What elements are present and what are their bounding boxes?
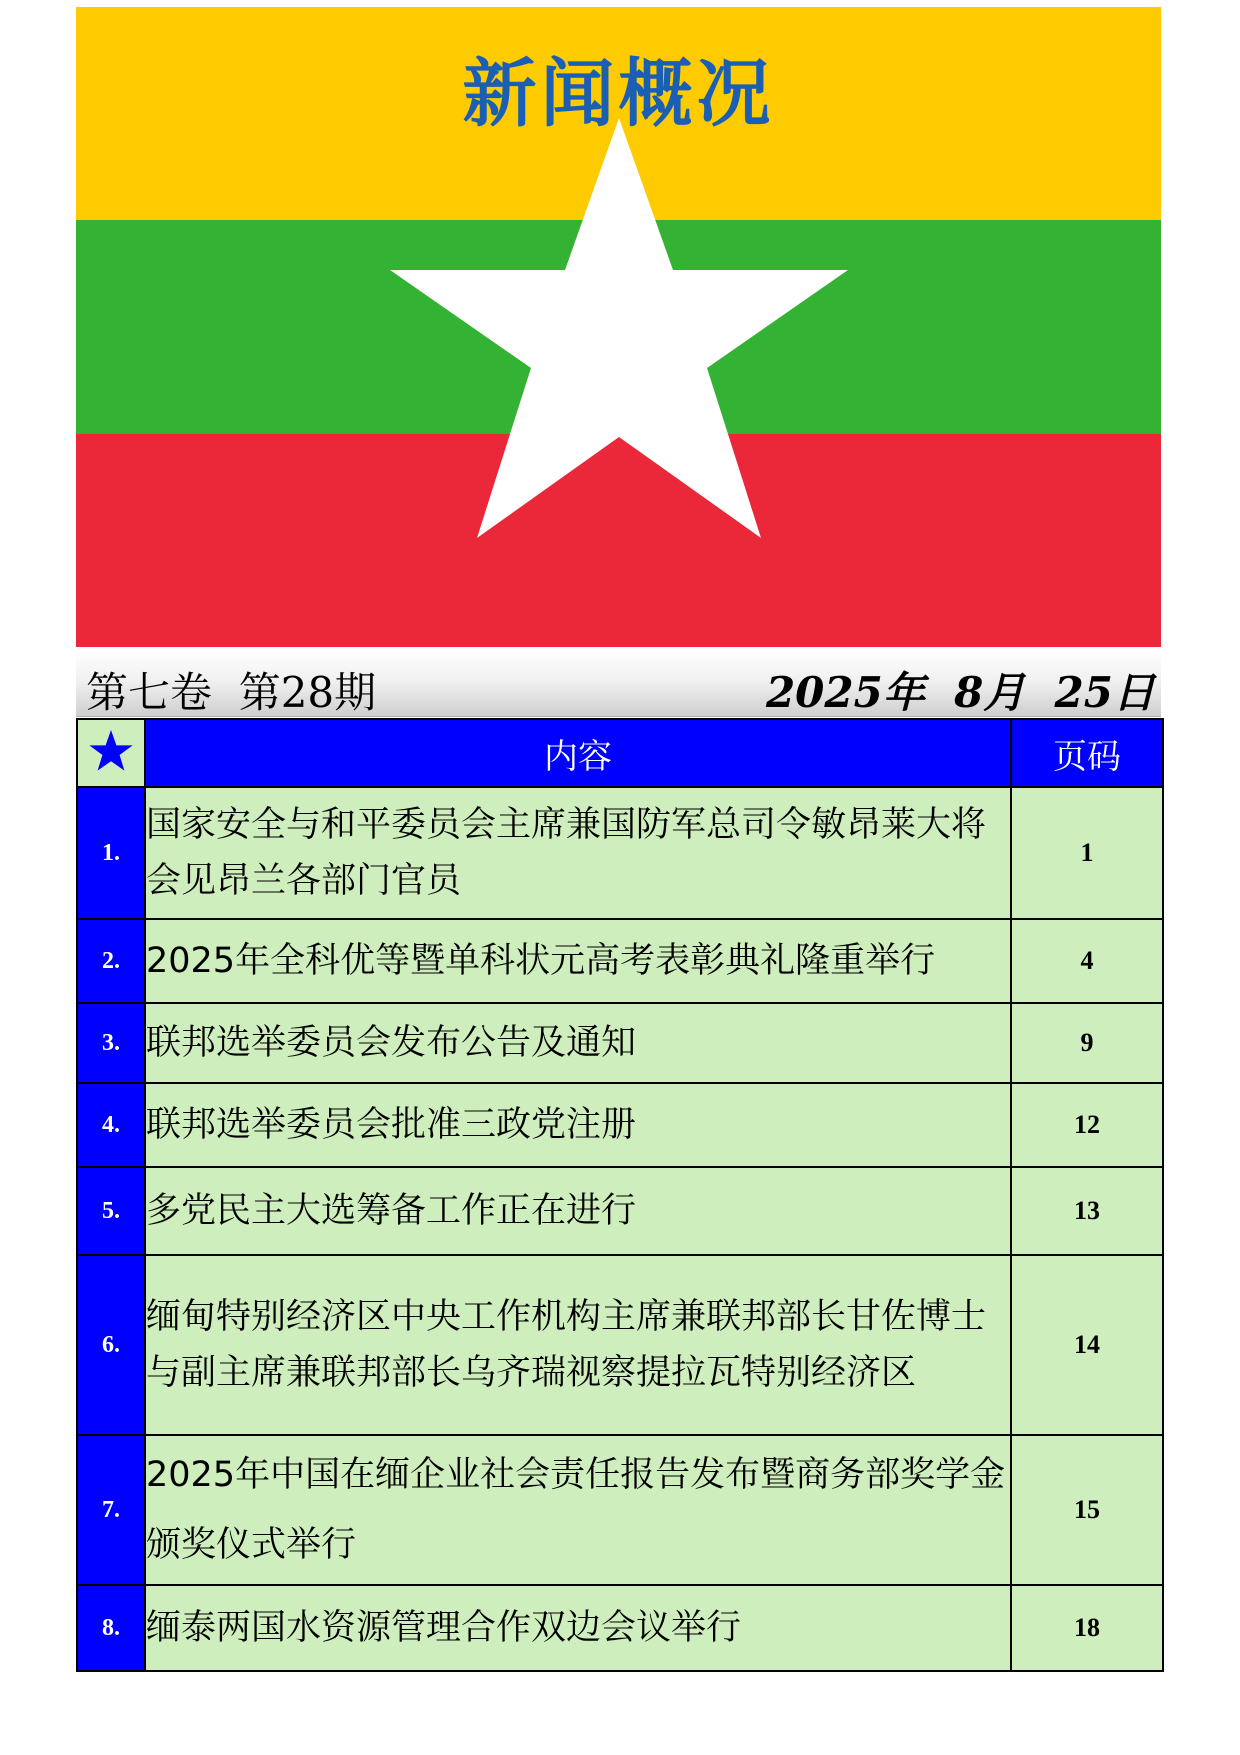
table-row[interactable]	[77, 787, 1163, 919]
row-title[interactable]: 2025年中国在缅企业社会责任报告发布暨商务部奖学金颁奖仪式举行	[145, 1435, 1011, 1585]
myanmar-flag-banner	[76, 7, 1161, 647]
page-title: 新闻概况	[462, 51, 775, 137]
issue-bar	[76, 650, 1161, 717]
table-row[interactable]	[77, 1255, 1163, 1435]
row-page: 9	[1011, 1003, 1163, 1083]
contents-table	[76, 718, 1164, 1672]
row-number: 3.	[77, 1003, 145, 1083]
row-number: 8.	[77, 1585, 145, 1671]
row-number: 5.	[77, 1167, 145, 1255]
blue-star-icon	[88, 728, 134, 774]
row-title[interactable]: 2025年全科优等暨单科状元高考表彰典礼隆重举行	[145, 919, 1011, 1003]
table-row[interactable]	[77, 1083, 1163, 1167]
row-number: 4.	[77, 1083, 145, 1167]
row-title[interactable]: 国家安全与和平委员会主席兼国防军总司令敏昂莱大将会见昂兰各部门官员	[145, 787, 1011, 919]
issue-volume: 第七卷 第28期	[86, 668, 377, 717]
row-title[interactable]: 缅泰两国水资源管理合作双边会议举行	[145, 1585, 1011, 1671]
table-row[interactable]	[77, 1003, 1163, 1083]
table-row[interactable]	[77, 1167, 1163, 1255]
table-header-row	[77, 719, 1163, 787]
row-number: 7.	[77, 1435, 145, 1585]
column-header-page: 页码	[1011, 719, 1163, 787]
table-row[interactable]	[77, 1585, 1163, 1671]
row-page: 1	[1011, 787, 1163, 919]
issue-date: 2025年 8月 25日	[765, 668, 1155, 717]
row-title[interactable]: 联邦选举委员会发布公告及通知	[145, 1003, 1011, 1083]
row-number: 2.	[77, 919, 145, 1003]
row-page: 12	[1011, 1083, 1163, 1167]
row-title[interactable]: 缅甸特别经济区中央工作机构主席兼联邦部长甘佐博士与副主席兼联邦部长乌齐瑞视察提拉瓦特别经济区	[145, 1255, 1011, 1435]
table-row[interactable]	[77, 1435, 1163, 1585]
table-corner-cell	[77, 719, 145, 787]
row-page: 4	[1011, 919, 1163, 1003]
column-header-content: 内容	[145, 719, 1011, 787]
row-page: 15	[1011, 1435, 1163, 1585]
row-page: 18	[1011, 1585, 1163, 1671]
row-number: 6.	[77, 1255, 145, 1435]
table-row[interactable]	[77, 919, 1163, 1003]
row-page: 14	[1011, 1255, 1163, 1435]
row-page: 13	[1011, 1167, 1163, 1255]
row-title[interactable]: 联邦选举委员会批准三政党注册	[145, 1083, 1011, 1167]
row-number: 1.	[77, 787, 145, 919]
row-title[interactable]: 多党民主大选筹备工作正在进行	[145, 1167, 1011, 1255]
